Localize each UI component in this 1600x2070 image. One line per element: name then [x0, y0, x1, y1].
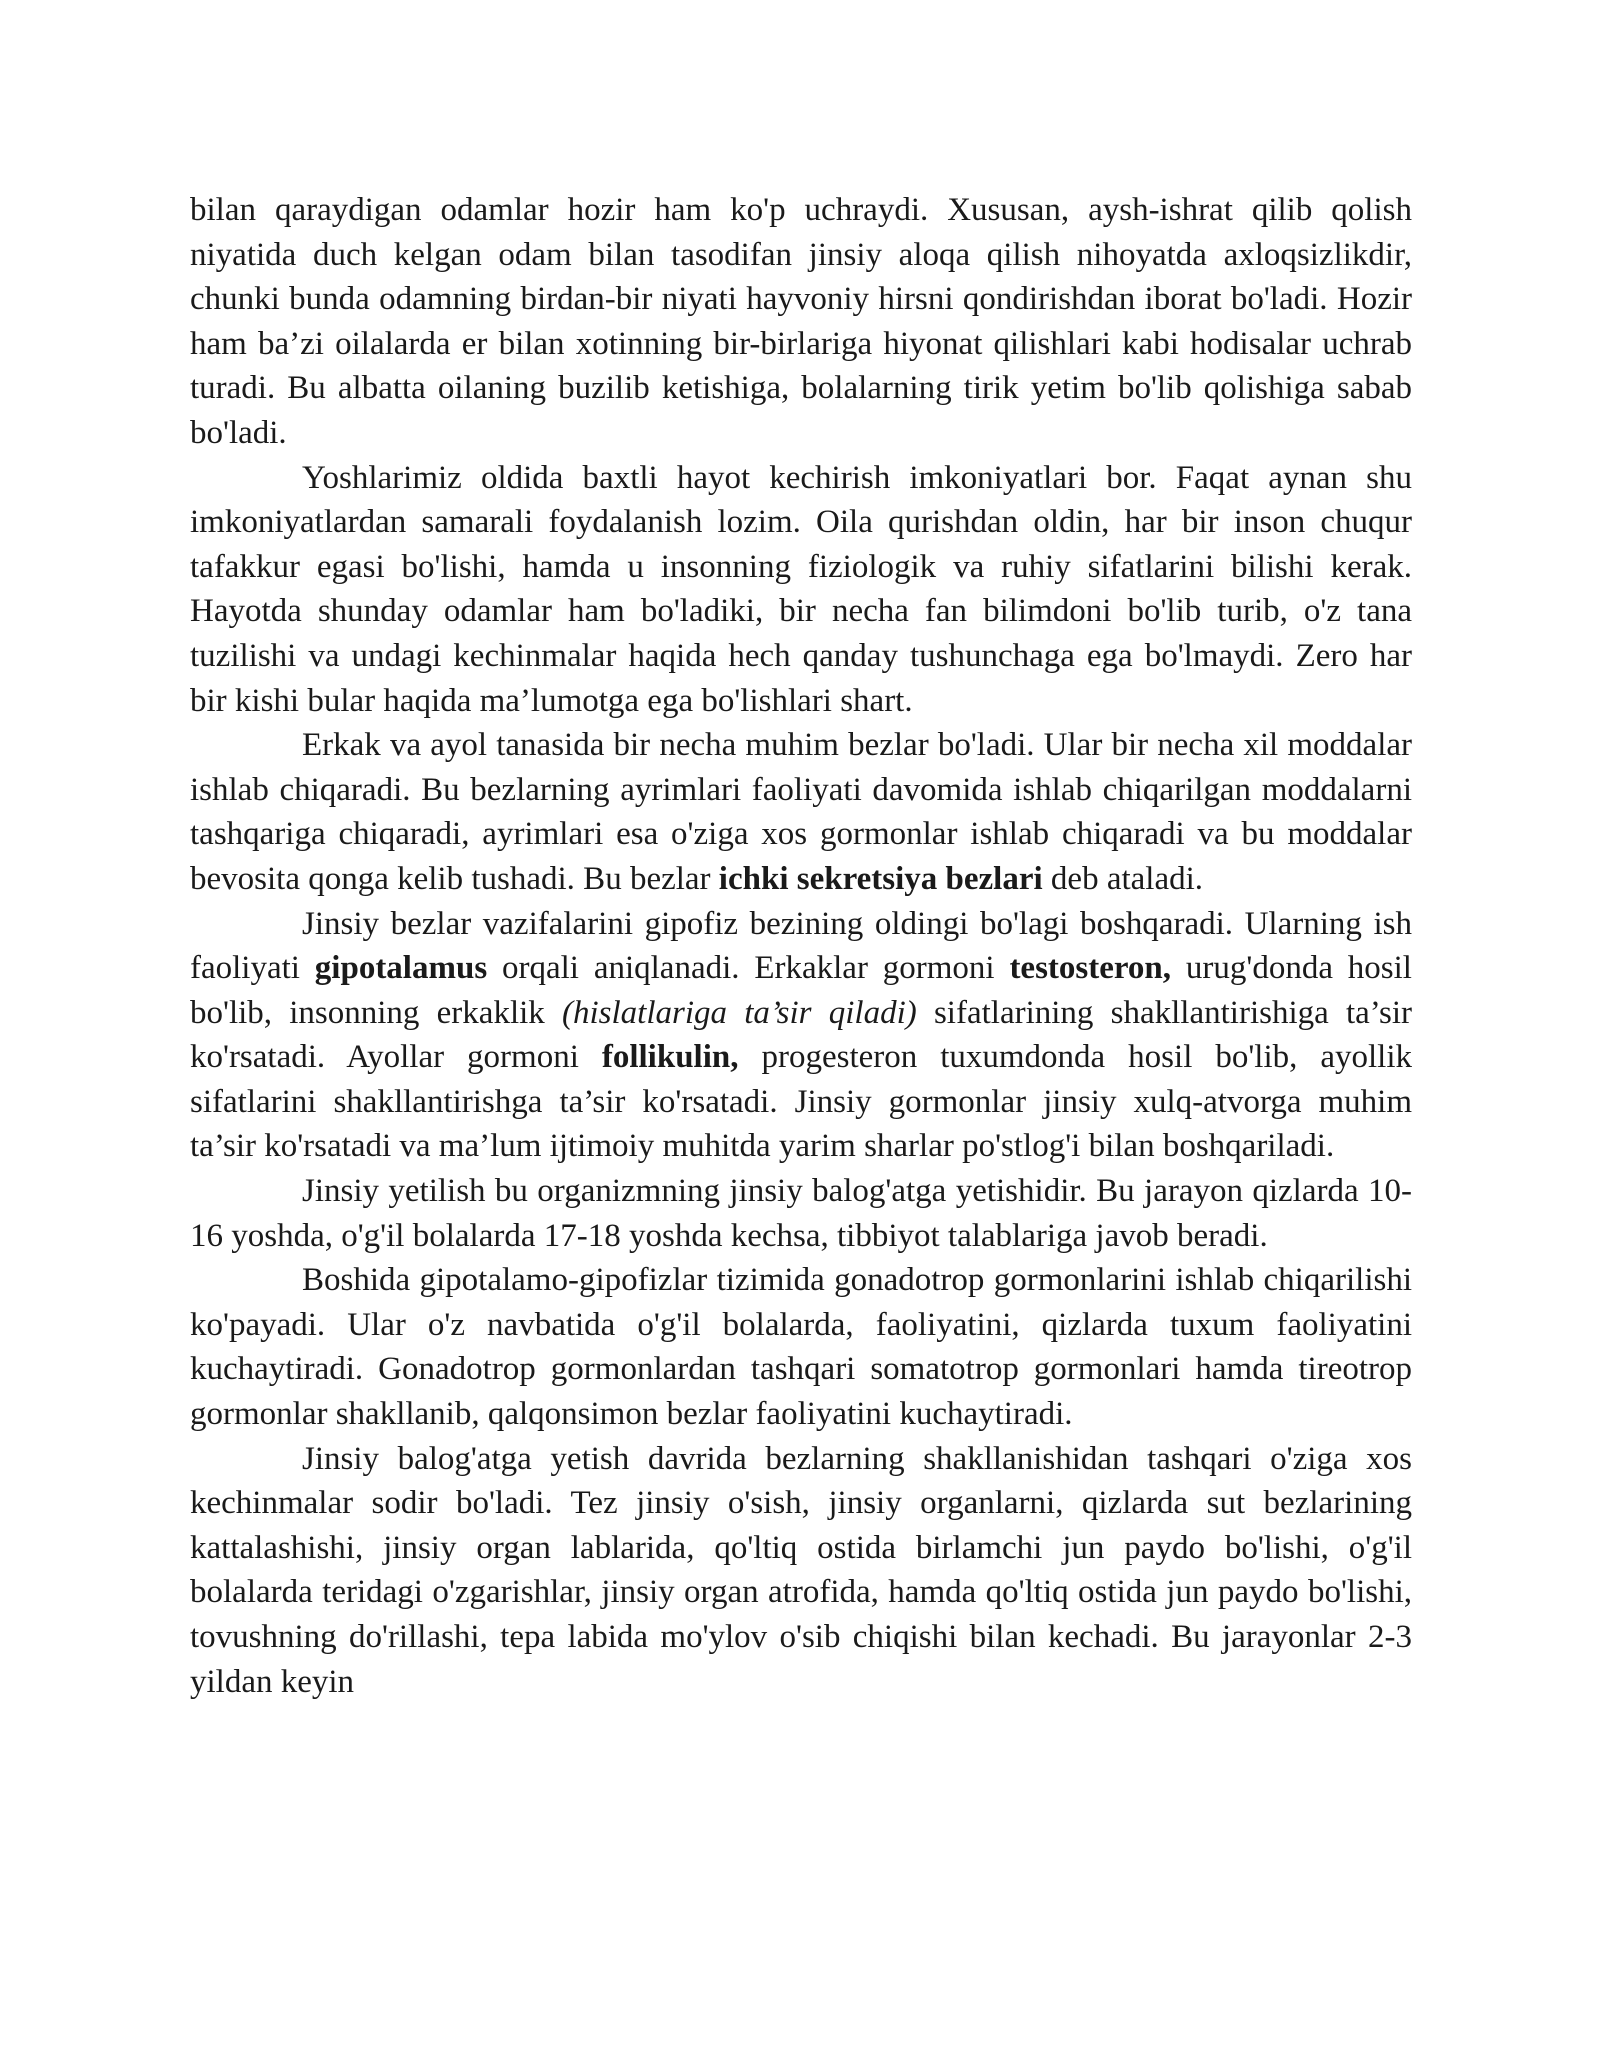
paragraph-text: deb ataladi. [1042, 860, 1204, 897]
paragraph [190, 1258, 1412, 1436]
paragraph-text: orqali aniqlanadi. Erkaklar gormoni [487, 950, 1010, 987]
paragraph [190, 456, 1412, 724]
paragraph-text: Yoshlarimiz oldida baxtli hayot kechirish imkoniyatlari bor. Faqat aynan shu imkoniyatlardan samarali foydalanish lozim. Oila qurishdan oldin, har bir inson chuqur tafakkur egasi bo'lishi, hamda u insonning fiziologik va ruhiy sifatlarini bilishi kerak. Hayotda shunday odamlar ham bo'ladiki, bir necha fan bilimdoni bo'lib turib, o'z tana tuzilishi va undagi kechinmalar haqida hech qanday tushunchaga ega bo'lmaydi. Zero har bir kishi bular haqida ma’lumotga ega bo'lishlari shart. [190, 459, 1412, 719]
paragraph-text: progesteron tuxumdonda hosil bo'lib, ayollik sifatlarini shakllantirishga ta’sir ko'rsatadi. Jinsiy gormonlar jinsiy xulq-atvorga muhim ta’sir ko'rsatadi va ma’lum ijtimoiy muhitda yarim sharlar po'stlog'i bilan boshqariladi. [190, 1039, 1412, 1165]
bold-term: follikulin, [601, 1039, 739, 1076]
paragraph-text: Boshida gipotalamo-gipofizlar tizimida gonadotrop gormonlarini ishlab chiqarilishi ko'payadi. Ular o'z navbatida o'g'il bolalarda, faoliyatini, qizlarda tuxum faoliyatini kuchaytiradi. Gonadotrop gormonlardan tashqari somatotrop gormonlari hamda tireotrop gormonlar shakllanib, qalqonsimon bezlar faoliyatini kuchaytiradi. [190, 1262, 1412, 1433]
paragraph-text: sifatlarining shakllantirishiga ta’sir ko'rsatadi. Ayollar gormoni [190, 994, 1412, 1076]
bold-term: testosteron, [1009, 950, 1172, 987]
paragraph [190, 902, 1412, 1170]
paragraph-text: Erkak va ayol tanasida bir necha muhim bezlar bo'ladi. Ular bir necha xil moddalar ishlab chiqaradi. Bu bezlarning ayrimlari faoliyati davomida ishlab chiqarilgan moddalarni tashqariga chiqaradi, ayrimlari esa o'ziga xos gormonlar ishlab chiqaradi va bu moddalar bevosita qonga kelib tushadi. Bu bezlar [190, 727, 1412, 897]
bold-term: gipotalamus [314, 950, 488, 987]
paragraph [190, 723, 1412, 901]
document-page [190, 188, 1412, 1704]
italic-note: (hislatlariga ta’sir qiladi) [562, 994, 917, 1031]
paragraph-text: urug'donda hosil bo'lib, insonning erkaklik [190, 950, 1412, 1031]
paragraph [190, 1169, 1412, 1258]
paragraph-text: Jinsiy balog'atga yetish davrida bezlarning shakllanishidan tashqari o'ziga xos kechinmalar sodir bo'ladi. Tez jinsiy o'sish, jinsiy organlarni, qizlarda sut bezlarining kattalashishi, jinsiy organ lablarida, qo'ltiq ostida birlamchi jun paydo bo'lishi, o'g'il bolalarda teridagi o'zgarishlar, jinsiy organ atrofida, hamda qo'ltiq ostida jun paydo bo'lishi, tovushning do'rillashi, tepa labida mo'ylov o'sib chiqishi bilan kechadi. Bu jarayonlar 2-3 yildan keyin [190, 1440, 1412, 1700]
paragraph-text: Jinsiy bezlar vazifalarini gipofiz bezining oldingi bo'lagi boshqaradi. Ularning ish faoliyati [190, 905, 1412, 987]
paragraph [190, 188, 1412, 456]
bold-term: ichki sekretsiya bezlari [718, 860, 1043, 897]
paragraph-text: bilan qaraydigan odamlar hozir ham ko'p uchraydi. Xususan, aysh-ishrat qilib qolish niyatida duch kelgan odam bilan tasodifan jinsiy aloqa qilish nihoyatda axloqsizlikdir, chunki bunda odamning birdan-bir niyati hayvoniy hirsni qondirishdan iborat bo'ladi. Hozir ham ba’zi oilalarda er bilan xotinning bir-birlariga hiyonat qilishlari kabi hodisalar uchrab turadi. Bu albatta oilaning buzilib ketishiga, bolalarning tirik yetim bo'lib qolishiga sabab bo'ladi. [190, 192, 1412, 451]
paragraph [190, 1437, 1412, 1705]
paragraph-text: Jinsiy yetilish bu organizmning jinsiy balog'atga yetishidir. Bu jarayon qizlarda 10-16 yoshda, o'g'il bolalarda 17-18 yoshda kechsa, tibbiyot talablariga javob beradi. [190, 1173, 1412, 1254]
